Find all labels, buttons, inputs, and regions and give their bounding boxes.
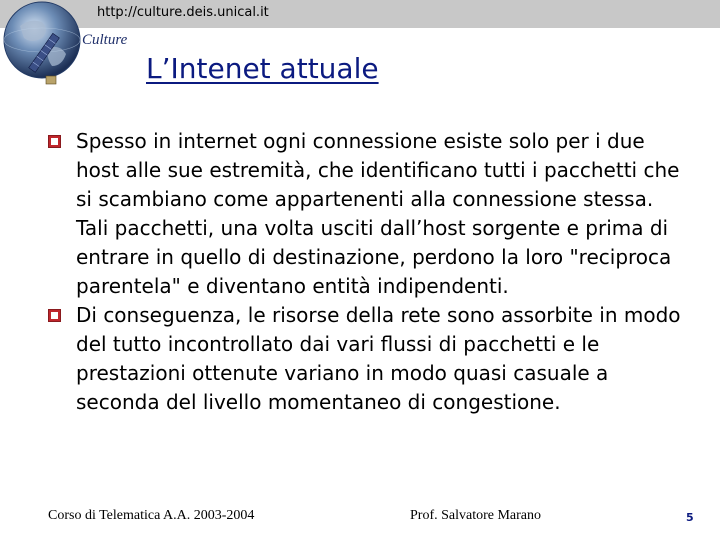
header-url: http://culture.deis.unical.it [97, 5, 269, 20]
square-bullet-icon [48, 135, 61, 148]
slide-title: L’Intenet attuale [146, 52, 379, 85]
footer-author: Prof. Salvatore Marano [410, 508, 542, 523]
bullet-list [48, 127, 688, 417]
page-number: 5 [686, 511, 694, 524]
bullet-item [48, 301, 688, 417]
bullet-text: Spesso in internet ogni connessione esiste solo per i due host alle sue estremità, che identificano tutti i pacchetti che si scambiano come appartenenti alla connessione stessa. Tali pacchetti, una volta usciti dall’host sorgente e prima di entrare in quello di destinazione, perdono la loro "reciproca parentela" e diventano entità indipendenti. [76, 129, 680, 298]
globe-satellite-logo [2, 0, 142, 120]
bullet-text: Di conseguenza, le risorse della rete sono assorbite in modo del tutto incontrollato dai vari flussi di pacchetti e le prestazioni ottenute variano in modo quasi casuale a seconda del livello momentaneo di congestione. [76, 303, 681, 414]
bullet-item [48, 127, 688, 301]
square-bullet-icon [48, 309, 61, 322]
footer-course: Corso di Telematica A.A. 2003-2004 [48, 508, 255, 523]
logo-text: Culture [82, 32, 128, 48]
